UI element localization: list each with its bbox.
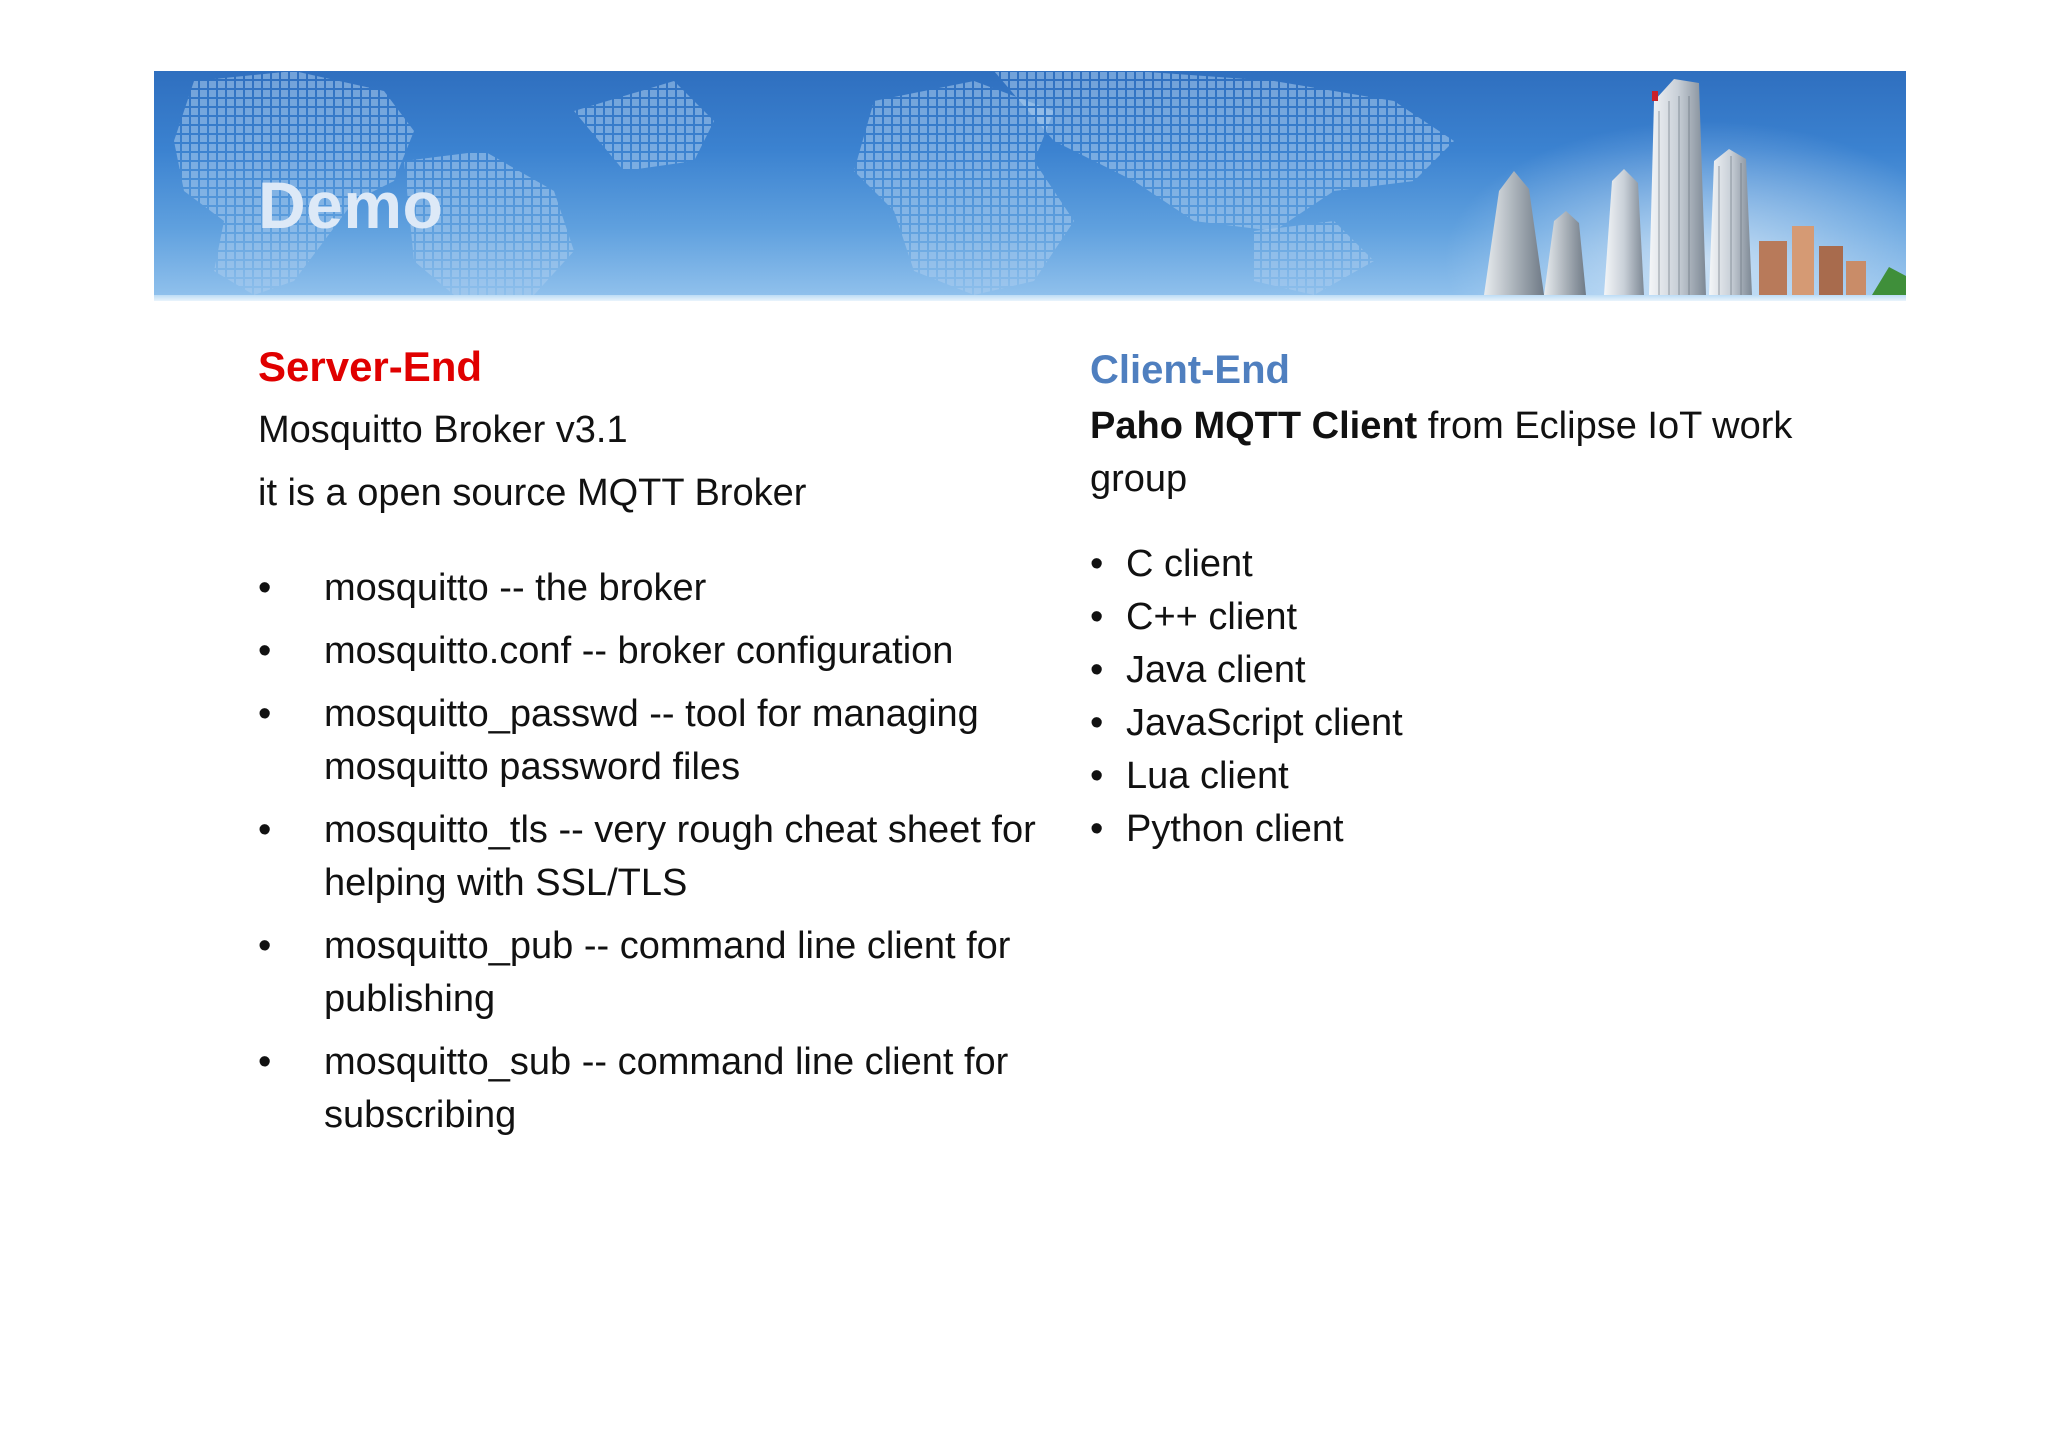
list-item-text: JavaScript client xyxy=(1126,702,1403,744)
list-item-text: Python client xyxy=(1126,808,1344,850)
server-end-section xyxy=(258,340,1048,1152)
bullet-icon: • xyxy=(1090,702,1104,744)
client-library-list xyxy=(1090,538,1850,856)
bullet-icon: • xyxy=(1090,808,1104,850)
list-item-text: mosquitto.conf -- broker configuration xyxy=(324,630,954,672)
list-item-text: mosquitto_pub -- command line client for publishing xyxy=(324,925,1011,1020)
server-end-heading: Server-End xyxy=(258,343,483,390)
list-item xyxy=(1090,750,1850,803)
list-item-text: mosquitto -- the broker xyxy=(324,567,707,609)
list-item xyxy=(258,625,1048,678)
bullet-icon: • xyxy=(258,925,272,967)
list-item-text: C client xyxy=(1126,543,1253,585)
bullet-icon: • xyxy=(258,693,272,735)
list-item xyxy=(258,804,1048,910)
list-item-text: mosquitto_tls -- very rough cheat sheet for helping with SSL/TLS xyxy=(324,809,1036,904)
list-item xyxy=(258,688,1048,794)
list-item xyxy=(1090,591,1850,644)
server-tool-list xyxy=(258,562,1048,1142)
bullet-icon: • xyxy=(1090,755,1104,797)
bullet-icon: • xyxy=(258,809,272,851)
bullet-icon: • xyxy=(1090,649,1104,691)
bullet-icon: • xyxy=(1090,543,1104,585)
client-intro xyxy=(1090,400,1850,506)
bullet-icon: • xyxy=(258,630,272,672)
bullet-icon: • xyxy=(258,567,272,609)
list-item xyxy=(258,562,1048,615)
bullet-icon: • xyxy=(258,1041,272,1083)
list-item xyxy=(258,920,1048,1026)
list-item-text: Lua client xyxy=(1126,755,1289,797)
list-item xyxy=(258,1036,1048,1142)
list-item xyxy=(1090,697,1850,750)
header-banner xyxy=(154,71,1906,295)
list-item xyxy=(1090,803,1850,856)
banner-divider xyxy=(154,295,1906,301)
list-item-text: mosquitto_sub -- command line client for subscribing xyxy=(324,1041,1009,1136)
list-item xyxy=(1090,538,1850,591)
list-item-text: mosquitto_passwd -- tool for managing mosquitto password files xyxy=(324,693,979,788)
slide-title: Demo xyxy=(258,168,444,242)
client-end-heading: Client-End xyxy=(1090,348,1290,392)
client-end-section xyxy=(1090,346,1850,856)
list-item-text: C++ client xyxy=(1126,596,1298,638)
list-item-text: Java client xyxy=(1126,649,1306,691)
server-broker-description: it is a open source MQTT Broker xyxy=(258,472,807,514)
client-intro-rest: from Eclipse IoT work group xyxy=(1090,405,1793,500)
bullet-icon: • xyxy=(1090,596,1104,638)
server-broker-version: Mosquitto Broker v3.1 xyxy=(258,409,628,451)
client-intro-bold: Paho MQTT Client xyxy=(1090,405,1418,447)
list-item xyxy=(1090,644,1850,697)
